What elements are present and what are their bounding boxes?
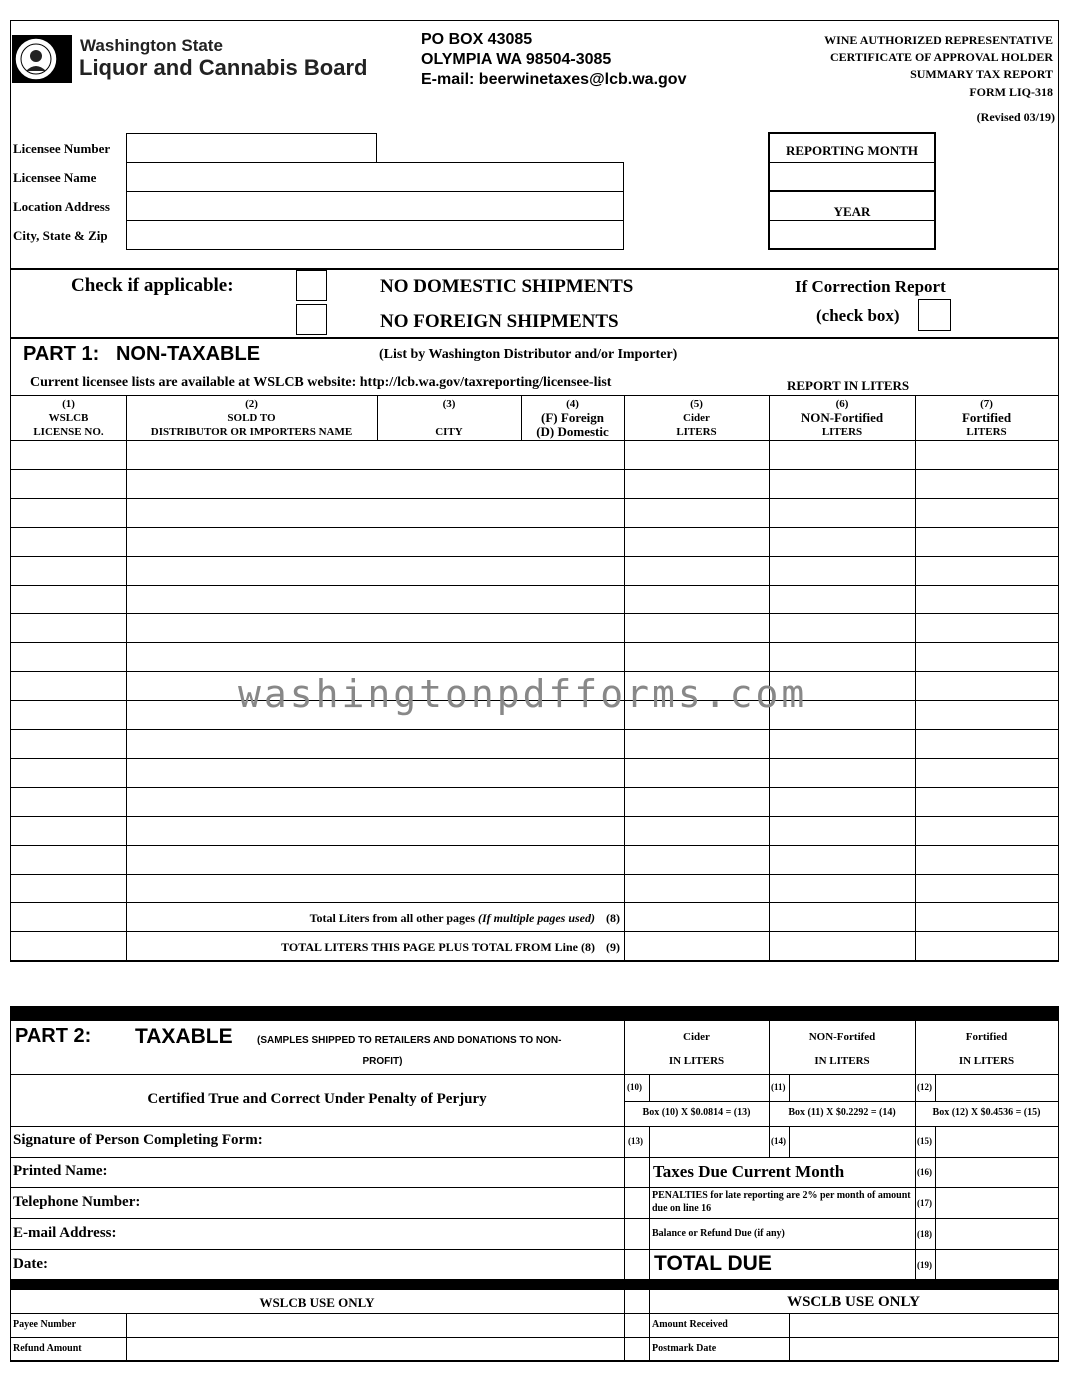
col6-header	[769, 397, 915, 439]
location-address-label: Location Address	[13, 199, 110, 214]
box17-label: (17)	[917, 1198, 932, 1208]
email-field[interactable]	[135, 1219, 622, 1248]
col6-line1: NON-Fortified	[800, 410, 884, 425]
check-if-applicable-label: Check if applicable:	[71, 275, 234, 296]
address-line2: OLYMPIA WA 98504-3085	[421, 51, 612, 68]
col6-line2: LITERS	[821, 426, 863, 438]
total-other-pages-text: Total Liters from all other pages	[309, 911, 475, 925]
box14-label: (14)	[771, 1136, 786, 1146]
col3-header	[377, 397, 521, 439]
part2-taxable: TAXABLE	[135, 1025, 233, 1048]
box12-field[interactable]	[936, 1075, 1057, 1100]
no-domestic-checkbox[interactable]	[296, 270, 327, 301]
col5-line2: LITERS	[676, 426, 717, 438]
box10-field[interactable]	[650, 1075, 768, 1100]
col1-num: (1)	[62, 398, 75, 410]
box10-label: (10)	[627, 1082, 642, 1092]
address-line1: PO BOX 43085	[421, 31, 533, 48]
box19-label: (19)	[917, 1260, 932, 1270]
date-label: Date:	[13, 1256, 48, 1272]
licensee-name-field[interactable]	[126, 162, 624, 192]
no-foreign-label: NO FOREIGN SHIPMENTS	[380, 311, 619, 332]
col5-num: (5)	[690, 398, 703, 410]
col1-header	[11, 397, 126, 439]
col7-num: (7)	[980, 398, 993, 410]
licensee-number-label: Licensee Number	[13, 141, 111, 156]
box18-label: (18)	[917, 1229, 932, 1239]
penalties-label: PENALTIES for late reporting are 2% per month of amount due on line 16	[652, 1190, 911, 1214]
box11-label: (11)	[771, 1082, 786, 1092]
no-foreign-checkbox[interactable]	[296, 304, 327, 335]
box16-label: (16)	[917, 1167, 932, 1177]
licensee-name-label: Licensee Name	[13, 170, 97, 185]
telephone-label: Telephone Number:	[13, 1194, 141, 1210]
total-this-page-label: TOTAL LITERS THIS PAGE PLUS TOTAL FROM Line (8)	[281, 940, 595, 954]
table-row-line	[10, 729, 1059, 730]
form-title-2: CERTIFICATE OF APPROVAL HOLDER	[829, 50, 1053, 64]
table-row-line	[10, 642, 1059, 643]
col2-line2: DISTRIBUTOR OR IMPORTERS NAME	[150, 426, 353, 438]
table-row-line	[10, 931, 1059, 932]
watermark-text: washingtonpdfforms.com	[238, 672, 808, 716]
wslcb-use-only-left: WSLCB USE ONLY	[259, 1295, 375, 1310]
part2-col-nonfortified: NON-Fortifed	[808, 1031, 876, 1043]
box18-field[interactable]	[936, 1219, 1057, 1248]
table-row-line	[10, 498, 1059, 499]
postmark-date-label: Postmark Date	[652, 1343, 717, 1354]
form-title-3: SUMMARY TAX REPORT	[910, 67, 1053, 81]
date-field[interactable]	[60, 1250, 622, 1278]
telephone-field[interactable]	[160, 1188, 622, 1217]
printed-name-field[interactable]	[120, 1158, 622, 1186]
report-in-liters-label: REPORT IN LITERS	[787, 378, 910, 393]
total-due-label: TOTAL DUE	[654, 1252, 772, 1275]
check-box-label: (check box)	[816, 306, 900, 325]
total-other-pages-label	[130, 911, 595, 926]
col3-line2: CITY	[435, 426, 463, 438]
table-row-line	[10, 585, 1059, 586]
box14-field[interactable]	[790, 1127, 914, 1156]
amount-received-label: Amount Received	[652, 1319, 728, 1330]
box11-field[interactable]	[790, 1075, 914, 1100]
box16-field[interactable]	[936, 1158, 1057, 1186]
col1-line1: WSLCB	[48, 412, 89, 424]
table-row-line	[10, 469, 1059, 470]
box13-label: (13)	[628, 1136, 643, 1146]
part2-col-fortified: Fortified	[965, 1031, 1008, 1043]
balance-label: Balance or Refund Due (if any)	[652, 1228, 785, 1239]
payee-number-label: Payee Number	[13, 1319, 77, 1330]
table-row-line	[10, 527, 1059, 528]
reporting-month-label: REPORTING MONTH	[785, 143, 919, 158]
year-field[interactable]	[770, 221, 934, 248]
part2-note-line1: (SAMPLES SHIPPED TO RETAILERS AND DONATIONS TO NON-	[257, 1035, 562, 1046]
table-row-line	[10, 787, 1059, 788]
email-line: E-mail: beerwinetaxes@lcb.wa.gov	[421, 71, 687, 88]
part2-col-nonfortified-unit: IN LITERS	[814, 1055, 870, 1067]
certified-statement: Certified True and Correct Under Penalty of Perjury	[147, 1091, 487, 1107]
reporting-month-field[interactable]	[770, 163, 934, 190]
table-row-line	[10, 845, 1059, 846]
table-row-line	[10, 613, 1059, 614]
col2-header	[126, 397, 377, 439]
formula-15: Box (12) X $0.4536 = (15)	[932, 1107, 1041, 1118]
correction-report-checkbox[interactable]	[918, 299, 951, 331]
form-number: FORM LIQ-318	[969, 85, 1053, 99]
col1-line2: LICENSE NO.	[33, 426, 104, 438]
part2-note-line2: PROFIT)	[362, 1056, 403, 1067]
part1-title: PART 1: NON-TAXABLE	[23, 343, 261, 365]
box15-label: (15)	[917, 1136, 932, 1146]
table-row-line	[10, 902, 1059, 903]
year-label: YEAR	[833, 204, 871, 219]
box19-field[interactable]	[936, 1250, 1057, 1278]
part2-title: PART 2:	[15, 1025, 92, 1047]
wsclb-use-only-right: WSCLB USE ONLY	[787, 1294, 920, 1310]
city-state-zip-label: City, State & Zip	[13, 228, 108, 243]
part2-col-cider: Cider	[683, 1031, 710, 1043]
col4-header	[521, 397, 624, 439]
col3-spacer	[377, 411, 521, 425]
col2-num: (2)	[245, 398, 258, 410]
form-title-1: WINE AUTHORIZED REPRESENTATIVE	[824, 33, 1053, 47]
line8-num: (8)	[606, 911, 620, 925]
col5-header	[624, 397, 769, 439]
col2-line1: SOLD TO	[227, 412, 276, 424]
col7-header	[915, 397, 1058, 439]
table-row-line	[10, 816, 1059, 817]
col4-num: (4)	[566, 398, 579, 410]
refund-amount-label: Refund Amount	[13, 1343, 82, 1354]
box12-label: (12)	[917, 1082, 932, 1092]
org-name-line1: Washington State	[80, 36, 223, 55]
formula-14: Box (11) X $0.2292 = (14)	[788, 1107, 896, 1118]
correction-report-label: If Correction Report	[795, 277, 946, 296]
revised-date: (Revised 03/19)	[976, 110, 1055, 124]
printed-name-label: Printed Name:	[13, 1163, 108, 1179]
location-address-field[interactable]	[126, 191, 624, 221]
signature-label: Signature of Person Completing Form:	[13, 1132, 263, 1148]
part1-subtitle: (List by Washington Distributor and/or Importer)	[379, 347, 678, 362]
email-label: E-mail Address:	[13, 1225, 117, 1241]
box17-field[interactable]	[936, 1188, 1057, 1217]
box13-field[interactable]	[650, 1127, 768, 1156]
state-seal-icon	[12, 35, 72, 83]
formula-13: Box (10) X $0.0814 = (13)	[642, 1107, 751, 1118]
box15-field[interactable]	[936, 1127, 1057, 1156]
col7-line2: LITERS	[966, 426, 1007, 438]
no-domestic-label: NO DOMESTIC SHIPMENTS	[380, 276, 634, 297]
total-other-pages-note: (If multiple pages used)	[478, 911, 595, 925]
line9-num: (9)	[606, 940, 620, 954]
part2-col-fortified-unit: IN LITERS	[958, 1055, 1015, 1067]
part2-col-cider-unit: IN LITERS	[668, 1055, 725, 1067]
signature-field[interactable]	[290, 1127, 622, 1156]
licensee-number-field[interactable]	[126, 133, 377, 163]
licensee-lists-note: Current licensee lists are available at WSLCB website: http://lcb.wa.gov/taxreporting/licensee-list	[30, 375, 612, 390]
col3-num: (3)	[442, 398, 456, 410]
table-row-line	[10, 874, 1059, 875]
col6-num: (6)	[835, 398, 849, 410]
city-state-zip-field[interactable]	[126, 220, 624, 250]
table-row-line	[10, 556, 1059, 557]
col4-line1: (F) Foreign	[541, 410, 604, 425]
table-row-line	[10, 758, 1059, 759]
col5-line1: Cider	[683, 412, 710, 424]
taxes-due-label: Taxes Due Current Month	[653, 1162, 845, 1181]
org-name-line2: Liquor and Cannabis Board	[79, 55, 368, 80]
col7-line1: Fortified	[961, 410, 1012, 425]
col4-line2: (D) Domestic	[536, 424, 609, 439]
